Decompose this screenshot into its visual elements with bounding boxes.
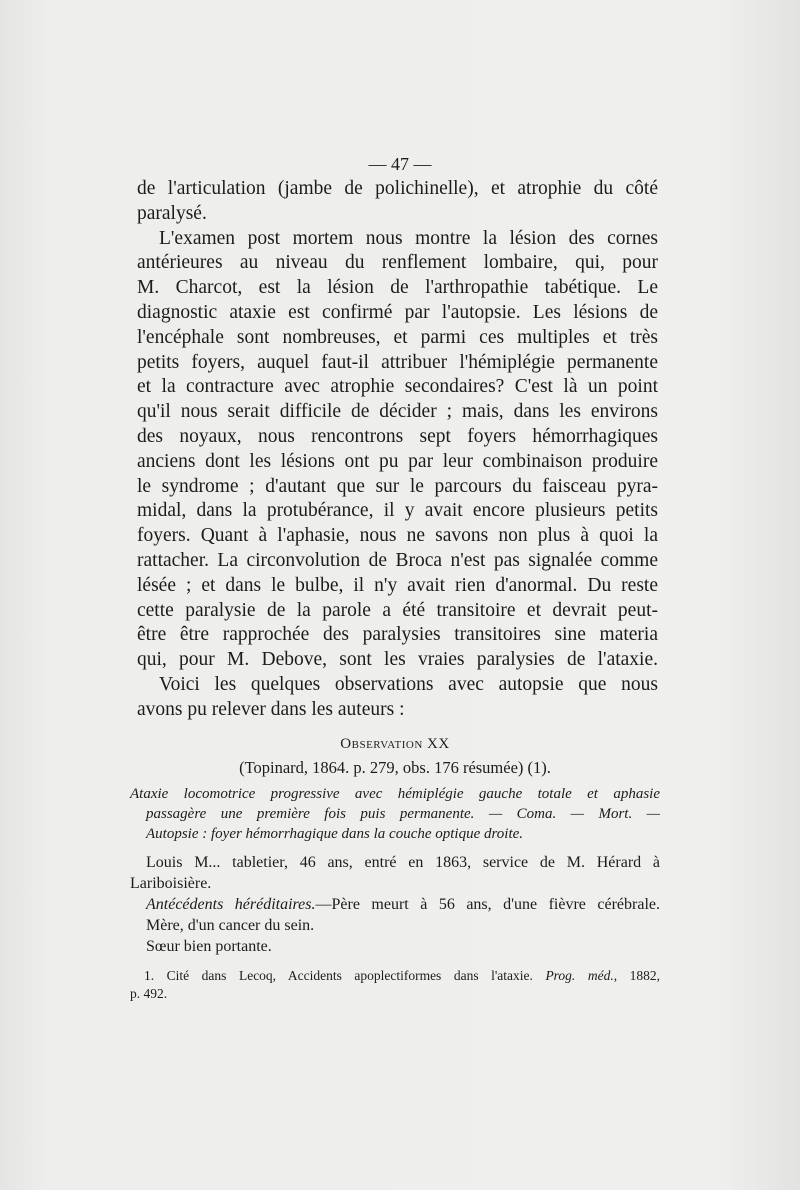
body-line: le syndrome ; d'autant que sur le parcours du faisceau pyra- <box>137 475 658 497</box>
footnote-text: 1. Cité dans Lecoq, Accidents apoplectiformes dans l'ataxie. <box>144 968 533 983</box>
body-line: lésée ; et dans le bulbe, il n'y avait rien d'anormal. Du reste <box>137 574 658 596</box>
body-line: Voici les quelques observations avec autopsie que nous <box>159 673 658 695</box>
body-line: antérieures au niveau du renflement lombaire, qui, pour <box>137 252 658 274</box>
body-line: qui, pour M. Debove, sont les vraies paralysies de l'ataxie. <box>137 649 658 671</box>
observation-title: Observation XX <box>340 736 450 752</box>
footnote <box>130 967 660 1003</box>
body-line: de l'articulation (jambe de polichinelle), et atrophie du côté <box>137 178 658 199</box>
body-line: et la contracture avec atrophie secondaires? C'est là un point <box>137 376 658 398</box>
case-line: Lariboisière. <box>130 875 212 892</box>
footnote-journal: Prog. méd. <box>545 968 614 983</box>
footnote-year: , 1882, <box>613 968 660 983</box>
body-line: anciens dont les lésions ont pu par leur combinaison produire <box>137 450 658 472</box>
antecedents-text: —Père meurt à 56 ans, d'une fièvre cérébrale. <box>315 896 660 913</box>
case-line: Mère, d'un cancer du sein. <box>146 917 315 934</box>
body-line: des noyaux, nous rencontrons sept foyers hémorrhagiques <box>137 425 658 447</box>
summary-line: Ataxie locomotrice progressive avec hémiplégie gauche totale et aphasie <box>130 786 660 802</box>
page-number: — 47 — <box>368 154 432 174</box>
observation-section <box>130 736 660 1003</box>
case-line: Louis M... tabletier, 46 ans, entré en 1863, service de M. Hérard à <box>146 854 660 871</box>
body-line: être être rapprochée des paralysies transitoires sine materia <box>137 624 658 646</box>
body-line: cette paralysie de la parole a été transitoire et devrait peut- <box>137 599 658 621</box>
observation-summary <box>130 784 660 844</box>
antecedents-label: Antécédents héréditaires. <box>146 896 316 913</box>
body-line: diagnostic ataxie est confirmé par l'autopsie. Les lésions de <box>137 301 658 323</box>
body-line: petits foyers, auquel faut-il attribuer l'hémiplégie permanente <box>137 351 658 373</box>
body-line: L'examen post mortem nous montre la lésion des cornes <box>159 227 658 249</box>
body-line: foyers. Quant à l'aphasie, nous ne savons non plus à quoi la <box>137 525 658 547</box>
body-line: avons pu relever dans les auteurs : <box>137 698 405 720</box>
body-line: midal, dans la protubérance, il y avait encore plusieurs petits <box>137 500 658 522</box>
body-line: qu'il nous serait difficile de décider ; mais, dans les environs <box>137 401 658 423</box>
summary-line: passagère une première fois puis permanente. — Coma. — Mort. — <box>146 806 660 822</box>
footnote-page: p. 492. <box>130 986 168 1001</box>
observation-source: (Topinard, 1864. p. 279, obs. 176 résumée) (1). <box>239 758 551 777</box>
body-line: rattacher. La circonvolution de Broca n'est pas signalée comme <box>137 549 658 571</box>
body-line: l'encéphale sont nombreuses, et parmi ces multiples et très <box>137 326 658 348</box>
case-line: Sœur bien portante. <box>146 938 272 955</box>
body-line: M. Charcot, est la lésion de l'arthropathie tabétique. Le <box>137 277 658 299</box>
body-text <box>137 177 658 723</box>
summary-line: Autopsie : foyer hémorrhagique dans la couche optique droite. <box>146 826 524 842</box>
case-history <box>130 852 660 957</box>
body-line: paralysé. <box>137 202 207 224</box>
